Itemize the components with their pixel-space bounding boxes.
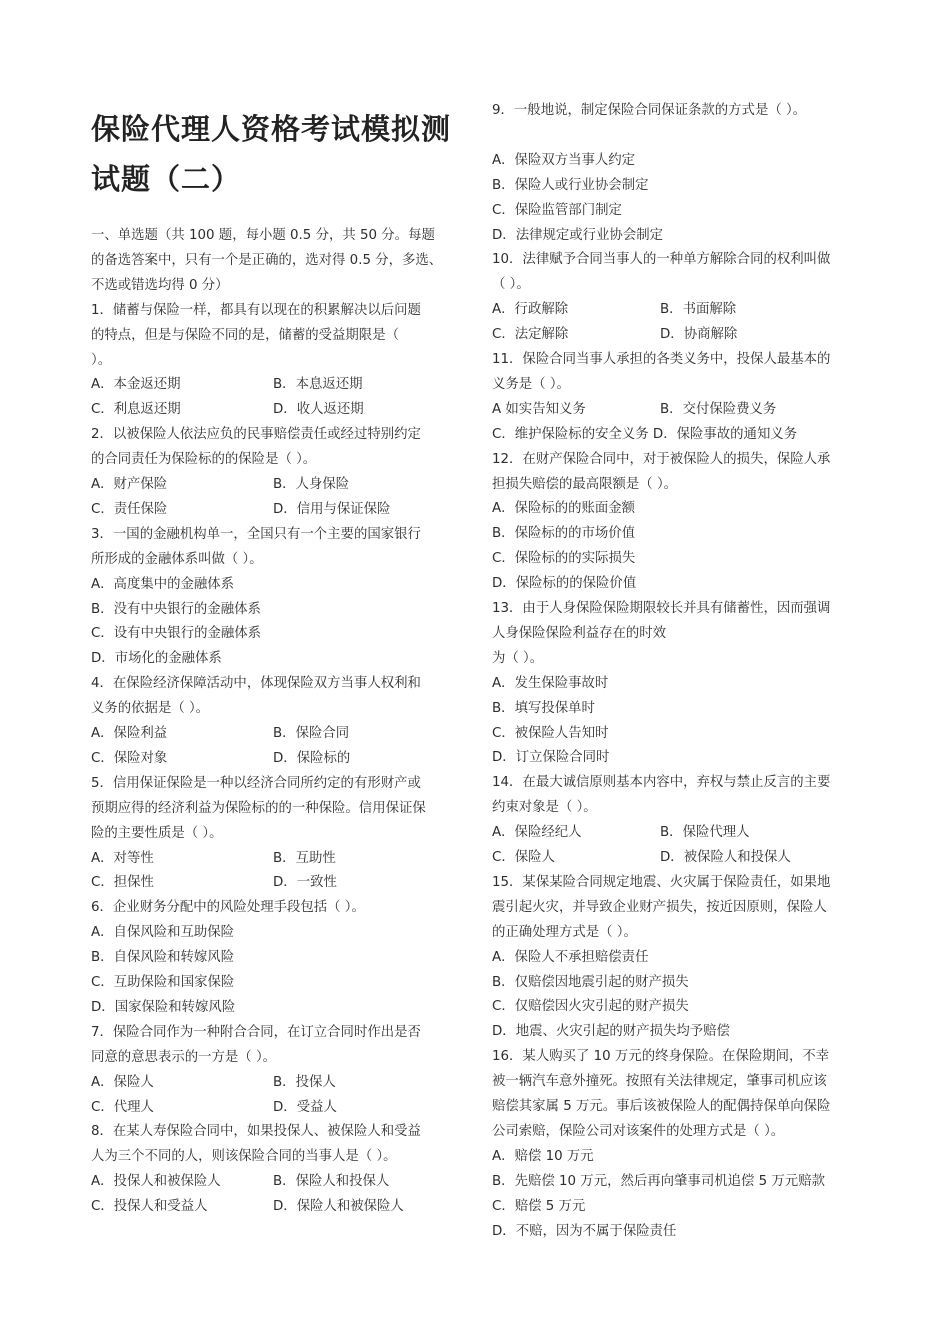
answer-option: A．保险经纪人 [492,825,582,841]
answer-option: D．受益人 [273,1099,337,1115]
question-text: 所形成的金融体系叫做（ ）。 [91,551,263,567]
question-text: 14．在最大诚信原则基本内容中，弃权与禁止反言的主要 [492,775,831,791]
instructions-line: 的备选答案中，只有一个是正确的，选对得 0.5 分，多选、 [91,252,443,268]
answer-option: B．本息返还期 [273,377,363,393]
question-text: 1．储蓄与保险一样，都具有以现在的积累解决以后问题 [91,302,421,318]
question-text: 险的主要性质是（ ）。 [91,825,223,841]
question-text: 的特点，但是与保险不同的是，储蓄的受益期限是（ [91,327,399,343]
answer-option: D．订立保险合同时 [492,750,610,766]
question-text: 9．一般地说，制定保险合同保证条款的方式是（ ）。 [492,103,807,118]
instructions-line: 一、单选题（共 100 题，每小题 0.5 分，共 50 分。每题 [91,228,435,243]
answer-option: A．财产保险 [91,477,168,492]
answer-option: B．保险代理人 [660,825,750,841]
page-title [91,104,471,204]
question-text: 13．由于人身保险保险期限较长并具有储蓄性，因而强调 [492,601,831,616]
question-text: 义务是（ ）。 [492,376,570,392]
answer-option: B．人身保险 [273,477,350,492]
question-text: 7．保险合同作为一种附合合同，在订立合同时作出是否 [91,1024,421,1040]
question-text: 2．以被保险人依法应负的民事赔偿责任或经过特别约定 [91,427,421,443]
answer-option: D．信用与保证保险 [273,501,391,517]
question-text: 为（ ）。 [492,650,544,666]
question-text: 4．在保险经济保障活动中，体现保险双方当事人权利和 [91,676,421,692]
answer-option: B．先赔偿 10 万元，然后再向肇事司机追偿 5 万元赔款 [492,1173,825,1189]
question-text: ）。 [91,352,112,368]
answer-option: D．市场化的金融体系 [91,651,222,667]
answer-option: C．赔偿 5 万元 [492,1198,586,1214]
question-text: 12．在财产保险合同中，对于被保险人的损失，保险人承 [492,451,831,467]
answer-option: C．维护保险标的安全义务 D．保险事故的通知义务 [492,426,798,442]
answer-option: D．地震、火灾引起的财产损失均予赔偿 [492,1024,730,1040]
answer-option: A．行政解除 [492,302,569,318]
answer-option: D．收人返还期 [273,402,364,418]
question-text: 11．保险合同当事人承担的各类义务中，投保人最基本的 [492,352,831,367]
answer-option: B．保险人或行业协会制定 [492,177,649,193]
question-text: 同意的意思表示的一方是（ ）。 [91,1049,277,1065]
answer-option: D．法律规定或行业协会制定 [492,227,663,243]
answer-option: B．填写投保单时 [492,700,595,716]
question-text: 赔偿其家属 5 万元。事后该被保险人的配偶持保单向保险 [492,1099,831,1114]
answer-option: A．保险利益 [91,726,168,741]
answer-option: D．保险人和被保险人 [273,1199,404,1215]
answer-option: C．保险监管部门制定 [492,202,622,218]
answer-option: A．保险双方当事人约定 [492,152,636,168]
question-text: 15．某保某险合同规定地震、火灾属于保险责任，如果地 [492,874,831,890]
answer-option: A．保险标的的账面金额 [492,501,636,517]
answer-option: C．投保人和受益人 [91,1199,208,1215]
title-line-2: 试题（二） [91,162,242,196]
answer-option: D．保险标的 [273,750,351,766]
answer-option: C．保险标的的实际损失 [492,551,636,567]
answer-option: A．保险人不承担赔偿责任 [492,949,649,965]
question-text: 6．企业财务分配中的风险处理手段包括（ ）。 [91,900,365,916]
question-text: 5．信用保证保险是一种以经济合同所约定的有形财产或 [91,775,421,791]
question-text: 预期应得的经济利益为保险标的的一种保险。信用保证保 [91,800,426,816]
answer-option: B．仅赔偿因地震引起的财产损失 [492,974,689,990]
question-text: 的合同责任为保险标的的保险是（ ）。 [91,452,317,468]
answer-option: A．本金返还期 [91,377,181,393]
answer-option: C．代理人 [91,1099,154,1115]
answer-option: B．交付保险费义务 [660,401,777,417]
answer-option: C．仅赔偿因火灾引起的财产损失 [492,999,689,1015]
answer-option: A．发生保险事故时 [492,675,609,691]
answer-option: A．高度集中的金融体系 [91,576,235,592]
answer-option: B．没有中央银行的金融体系 [91,601,261,617]
answer-option: A．赔偿 10 万元 [492,1148,594,1164]
answer-option: D．不赔，因为不属于保险责任 [492,1223,677,1239]
question-text: 人身保险保险利益存在的时效 [492,625,667,641]
question-text: 公司索赔，保险公司对该案件的处理方式是（ ）。 [492,1123,785,1139]
question-text: 人为三个不同的人，则该保险合同的当事人是（ ）。 [91,1149,397,1165]
answer-option: D．国家保险和转嫁风险 [91,999,236,1015]
answer-option: B．保险标的的市场价值 [492,526,636,542]
answer-option: C．担保性 [91,875,154,891]
answer-option: B．保险人和投保人 [273,1174,390,1190]
answer-option: C．互助保险和国家保险 [91,975,235,990]
answer-option: D．保险标的的保险价值 [492,576,637,592]
answer-option: D．一致性 [273,875,337,891]
question-text: （ ）。 [492,277,530,293]
answer-option: C．责任保险 [91,501,168,517]
question-text: 的正确处理方式是（ ）。 [492,924,637,940]
answer-option: B．投保人 [273,1074,336,1090]
answer-option: B．保险合同 [273,726,350,741]
answer-option: D．被保险人和投保人 [660,850,791,865]
answer-option: A．自保风险和互助保险 [91,925,235,941]
question-text: 8．在某人寿保险合同中，如果投保人、被保险人和受益 [91,1124,421,1140]
answer-option: A 如实告知义务 [492,401,586,417]
answer-option: B．互助性 [273,850,336,866]
title-line-1: 保险代理人资格考试模拟测 [91,112,452,146]
instructions-line: 不选或错选均得 0 分） [91,277,229,293]
question-text: 担损失赔偿的最高限额是（ ）。 [492,476,678,492]
answer-option: C．设有中央银行的金融体系 [91,626,262,642]
question-text: 被一辆汽车意外撞死。按照有关法律规定，肇事司机应该 [492,1074,827,1090]
answer-option: C．保险对象 [91,750,168,766]
answer-option: C．被保险人告知时 [492,725,609,741]
answer-option: C．保险人 [492,850,555,865]
question-text: 16．某人购买了 10 万元的终身保险。在保险期间，不幸 [492,1049,830,1065]
answer-option: A．投保人和被保险人 [91,1174,221,1190]
answer-option: B．自保风险和转嫁风险 [91,950,235,966]
question-text: 约束对象是（ ）。 [492,800,597,816]
question-text: 震引起火灾，并导致企业财产损失，按近因原则，保险人 [492,899,827,915]
answer-option: A．保险人 [91,1074,154,1090]
answer-option: B．书面解除 [660,302,737,318]
answer-option: D．协商解除 [660,327,738,343]
question-text: 10．法律赋予合同当事人的一种单方解除合同的权利叫做 [492,252,831,268]
answer-option: A．对等性 [91,850,154,866]
question-text: 义务的依据是（ ）。 [91,701,210,717]
answer-option: C．利息返还期 [91,402,181,418]
answer-option: C．法定解除 [492,327,569,343]
question-text: 3．一国的金融机构单一，全国只有一个主要的国家银行 [91,526,421,542]
